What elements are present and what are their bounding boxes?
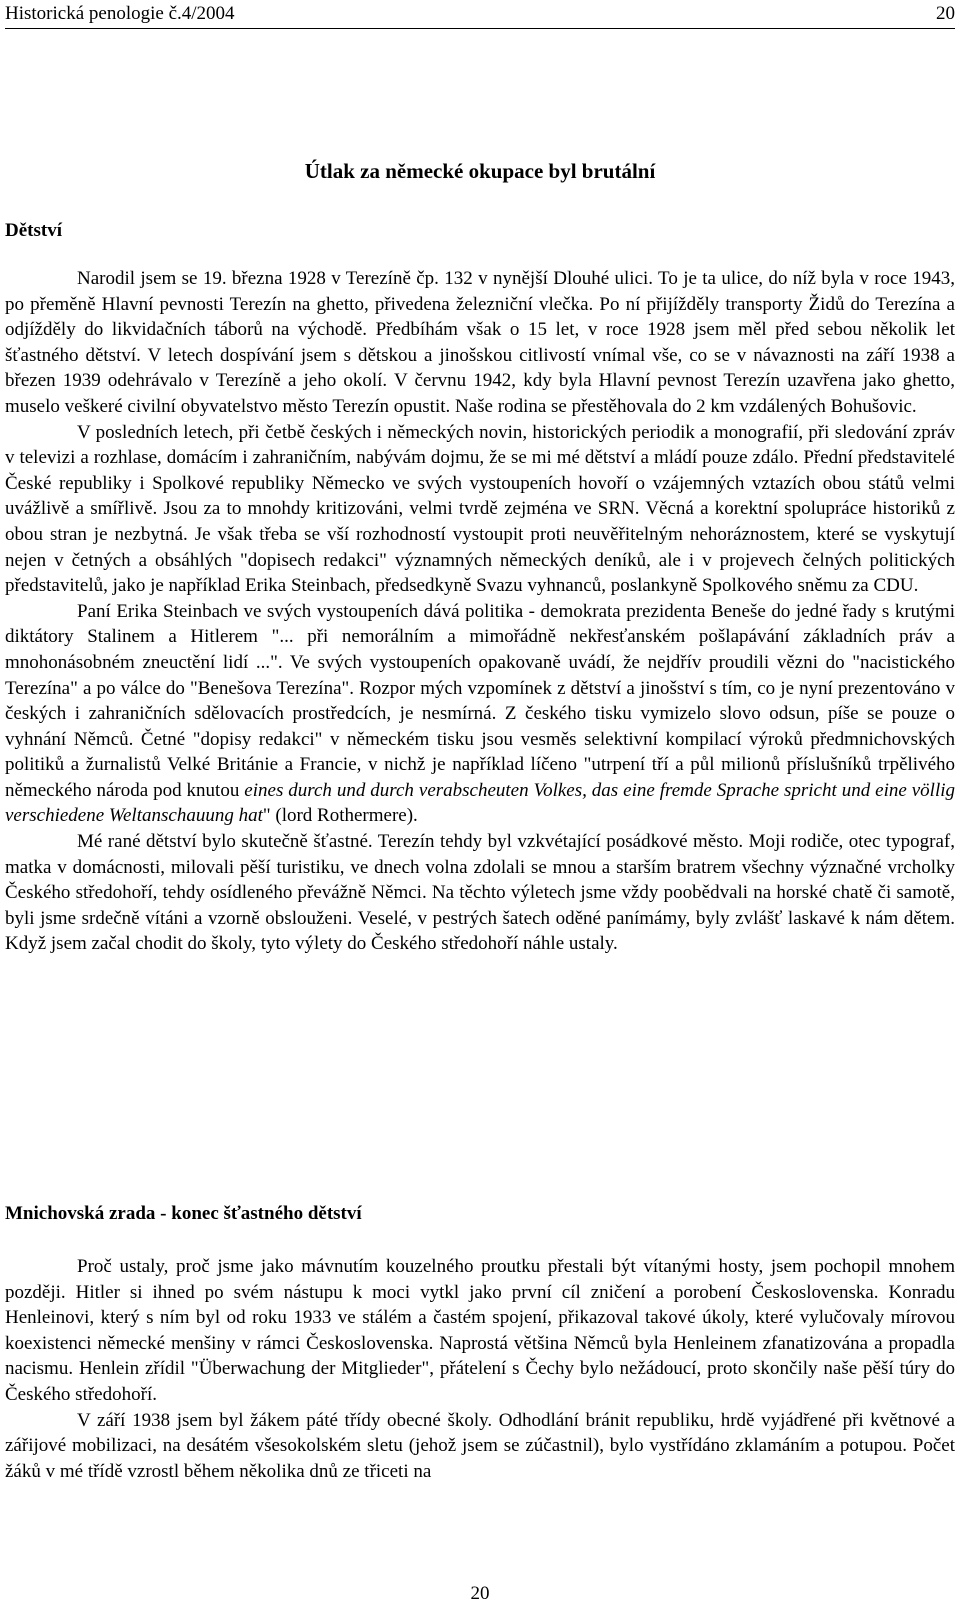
text-run: Mé rané dětství bylo skutečně šťastné. Terezín tehdy byl vzkvétající posádkové město. Moji rodiče, otec typograf, matka v domácnosti, milovali pěší turistiku, ve dnech volna zdolali se mnou a starším bratrem všechny význačné vrcholky Českého středohoří, tehdy osídleného převážně Němci. Na těchto výletech jsme vždy poobědvali na horské chatě či samotě, byli jsme srdečně vítáni a vzorně obslouženi. Veselé, v pestrých šatech oděné panímámy, byly zvlášť laskavé k nám dětem. Když jsem začal chodit do školy, tyto výlety do Českého středohoří náhle ustaly. (5, 831, 955, 955)
paragraph (5, 829, 955, 957)
italic-quote: eines durch und durch verabscheuten Volkes, das eine fremde Sprache spricht und eine völlig verschiedene Weltanschauung hat (5, 779, 956, 827)
paragraph (5, 266, 955, 420)
section-body-detstvi (5, 266, 955, 957)
section-heading-mnichovska-zrada: Mnichovská zrada - konec šťastného dětství (5, 1203, 362, 1224)
text-run: Proč ustaly, proč jsme jako mávnutím kouzelného proutku přestali být vítanými hosty, jsem pochopil mnohem později. Hitler si ihned po svém nástupu k moci vytkl jako první cíl zničení a porobení Československa. Konradu Henleinovi, který s ním byl od roku 1933 ve stálém a častém spojení, přikazoval takové úkoly, které vylučovaly mírovou koexistenci německé menšiny v rámci Československa. Naprostá většina Němců byla Henleinem zfanatizována a propadla nacismu. Henlein zřídil "Überwachung der Mitglieder", přátelení s Čechy bylo nežádoucí, proto skončily naše pěší túry do Českého středohoří. (5, 1256, 955, 1405)
section-body-mnichovska-zrada (5, 1254, 955, 1484)
text-run: " (lord Rothermere). (262, 805, 418, 827)
text-run: Narodil jsem se 19. března 1928 v Terezíně čp. 132 v nynější Dlouhé ulici. To je ta ulice, do níž byla v roce 1943, po přeměně Hlavní pevnosti Terezín na ghetto, přivedena železniční vlečka. Po ní přijížděly transporty Židů do Terezína a odjížděly do likvidačních táborů na východě. Předbíhám však o 15 let, v roce 1928 jsem měl před sebou několik let šťastného dětství. V letech dospívání jsem s dětskou a jinošskou citlivostí vnímal vše, co se v návaznosti na září 1938 a březen 1939 odehrávalo v Terezíně a jeho okolí. V červnu 1942, kdy byla Hlavní pevnost Terezín uzavřena jako ghetto, muselo veškeré civilní obyvatelstvo město Terezín opustit. Naše rodina se přestěhovala do 2 km vzdálených Bohušovic. (5, 268, 955, 417)
paragraph (5, 420, 955, 599)
header-page-number: 20 (936, 3, 955, 24)
paragraph (5, 1254, 955, 1408)
running-header (5, 2, 955, 29)
paragraph (5, 599, 955, 829)
text-run: V posledních letech, při četbě českých i německých novin, historických periodik a monografií, při sledování zpráv v televizi a rozhlase, domácím i zahraničním, nabývám dojmu, že se mi mé dětství a mládí pouze zdálo. Přední představitelé České republiky i Spolkové republiky Německo ve svých vystoupeních hovoří o vzájemných vztazích obou států velmi uvážlivě a smířlivě. Jsou za to mnohdy kritizováni, velmi tvrdě zejména ve SRN. Věcná a korektní spolupráce historiků z obou stran je nezbytná. Je však třeba se vší rozhodností vystoupit proti neuvěřitelným nehoráznostem, které se vyskytují nejen v četných a obsáhlých "dopisech redakci" významných německých deníků, ale i v projevech čelných politických představitelů, jako je například Erika Steinbach, předsedkyně Svazu vyhnanců, poslankyně Spolkového sněmu za CDU. (5, 421, 955, 597)
journal-title: Historická penologie č.4/2004 (5, 3, 235, 24)
text-run: V září 1938 jsem byl žákem páté třídy obecné školy. Odhodlání bránit republiku, hrdě vyjádřené při květnové a zářijové mobilizaci, na desátém všesokolském sletu (jehož jsem se zúčastnil), bylo vystřídáno zklamáním a potupou. Počet žáků v mé třídě vzrostl během několika dnů ze třiceti na (5, 1409, 955, 1482)
section-heading-detstvi: Dětství (5, 220, 62, 241)
paragraph (5, 1408, 955, 1485)
article-title: Útlak za německé okupace byl brutální (304, 159, 656, 183)
footer-page-number: 20 (470, 1583, 490, 1604)
text-run: Paní Erika Steinbach ve svých vystoupeních dává politika - demokrata prezidenta Beneše do jedné řady s krutými diktátory Stalinem a Hitlerem "... při nemorálním a mimořádně nekřesťanském pošlapávání základních práv a mnohonásobném zneuctění lidí ...". Ve svých vystoupeních opakovaně uvádí, že nejdřív proudili vězni do "nacistického Terezína" a po válce do "Benešova Terezína". Rozpor mých vzpomínek z dětství a jinošství s tím, co je nyní prezentováno v českých i zahraničních sdělovacích prostředcích, je nesmírná. Z českého tisku vymizelo slovo odsun, píše se pouze o vyhnání Němců. Četné "dopisy redakci" v německém tisku jsou vesměs selektivní kompilací výroků předmnichovských politiků a žurnalistů Velké Británie a Francie, v nichž je například líčeno "utrpení tří a půl milionů příslušníků trpělivého německého národa pod knutou (5, 600, 955, 801)
